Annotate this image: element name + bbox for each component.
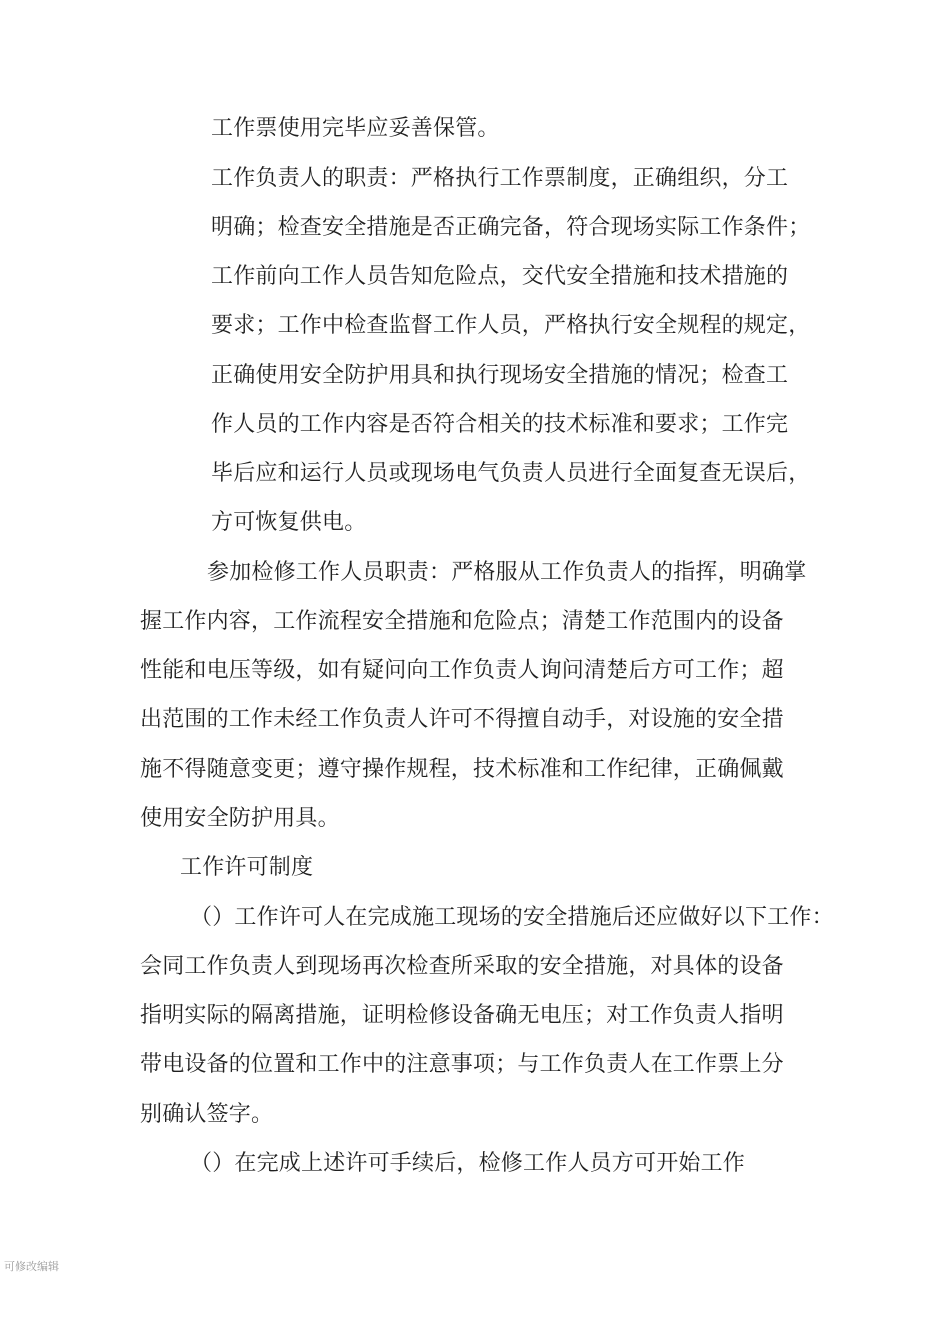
paragraph-line: 施不得随意变更；遵守操作规程，技术标准和工作纪律，正确佩戴 bbox=[140, 757, 784, 782]
paragraph-line: 握工作内容，工作流程安全措施和危险点；清楚工作范围内的设备 bbox=[140, 609, 784, 634]
paragraph-line: 会同工作负责人到现场再次检查所采取的安全措施，对具体的设备 bbox=[140, 954, 784, 979]
paragraph-line: 方可恢复供电。 bbox=[211, 510, 367, 535]
paragraph-line: 带电设备的位置和工作中的注意事项；与工作负责人在工作票上分 bbox=[140, 1052, 784, 1077]
paragraph-line: 性能和电压等级，如有疑问向工作负责人询问清楚后方可工作；超 bbox=[140, 658, 784, 683]
section-heading: 工作许可制度 bbox=[180, 855, 314, 880]
paragraph-line: 出范围的工作未经工作负责人许可不得擅自动手，对设施的安全措 bbox=[140, 707, 784, 732]
paragraph-line: 别确认签字。 bbox=[140, 1102, 274, 1127]
paragraph-line: 使用安全防护用具。 bbox=[140, 806, 340, 831]
paragraph-line: 要求；工作中检查监督工作人员，严格执行安全规程的规定， bbox=[211, 313, 811, 338]
paragraph-line: 指明实际的隔离措施，证明检修设备确无电压；对工作负责人指明 bbox=[140, 1003, 784, 1028]
paragraph-line: 工作前向工作人员告知危险点，交代安全措施和技术措施的 bbox=[211, 264, 789, 289]
paragraph-line: 明确；检查安全措施是否正确完备，符合现场实际工作条件； bbox=[211, 215, 811, 240]
paragraph-line: 毕后应和运行人员或现场电气负责人员进行全面复查无误后， bbox=[211, 461, 811, 486]
paragraph-line: 工作负责人的职责：严格执行工作票制度，正确组织，分工 bbox=[211, 166, 789, 191]
editable-note: 可修改编辑 bbox=[4, 1260, 59, 1273]
paragraph-line: 作人员的工作内容是否符合相关的技术标准和要求；工作完 bbox=[211, 412, 789, 437]
paragraph-line: 正确使用安全防护用具和执行现场安全措施的情况；检查工 bbox=[211, 363, 789, 388]
paragraph-line: 参加检修工作人员职责：严格服从工作负责人的指挥，明确掌 bbox=[207, 560, 807, 585]
paragraph-line: （）在完成上述许可手续后，检修工作人员方可开始工作 bbox=[190, 1151, 746, 1176]
paragraph-line: （）工作许可人在完成施工现场的安全措施后还应做好以下工作： bbox=[190, 905, 834, 930]
paragraph-line: 工作票使用完毕应妥善保管。 bbox=[211, 116, 500, 141]
